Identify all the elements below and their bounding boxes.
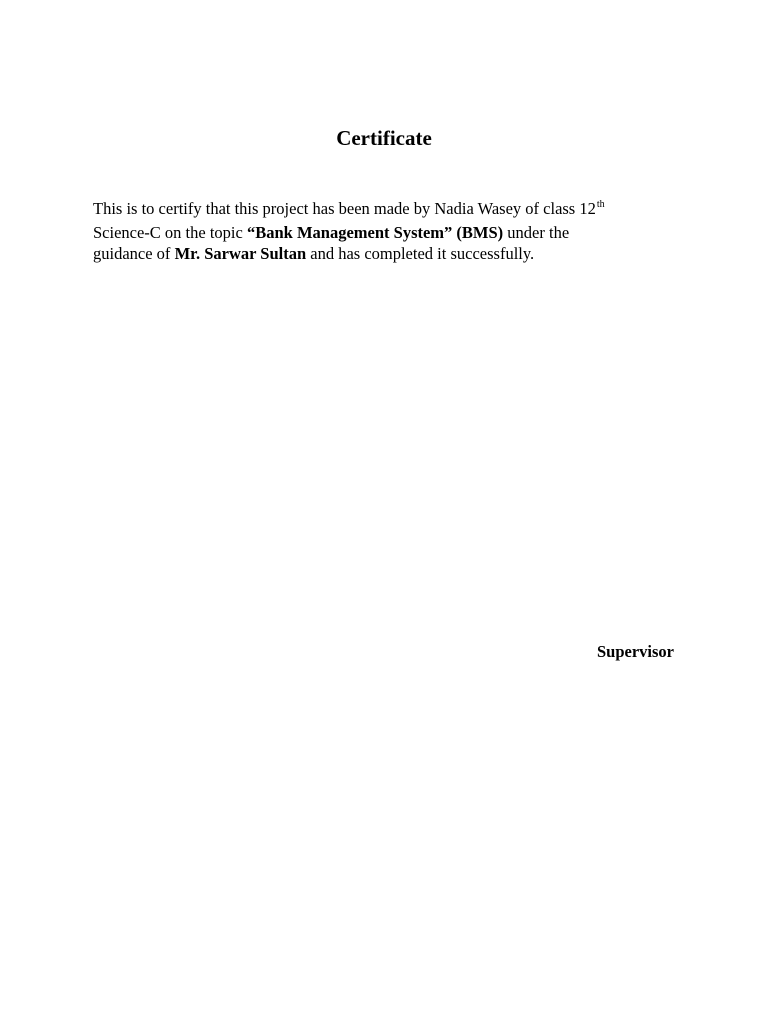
line-3-suffix: and has completed it successfully. xyxy=(306,244,535,263)
paragraph-line-2 xyxy=(93,222,683,243)
certificate-paragraph xyxy=(93,198,683,264)
paragraph-line-1 xyxy=(93,198,683,222)
page-title: Certificate xyxy=(336,126,432,150)
class-superscript: th xyxy=(596,199,605,210)
guide-name: Mr. Sarwar Sultan xyxy=(174,244,307,263)
line-2-suffix: under the xyxy=(503,223,570,242)
paragraph-line-3 xyxy=(93,243,683,264)
line-1-text: This is to certify that this project has been made by Nadia Wasey of class 12 xyxy=(93,199,596,218)
line-2-prefix: Science-C on the topic xyxy=(93,223,247,242)
supervisor-label: Supervisor xyxy=(596,642,674,661)
project-topic: “Bank Management System” (BMS) xyxy=(246,223,504,242)
line-3-prefix: guidance of xyxy=(93,244,175,263)
